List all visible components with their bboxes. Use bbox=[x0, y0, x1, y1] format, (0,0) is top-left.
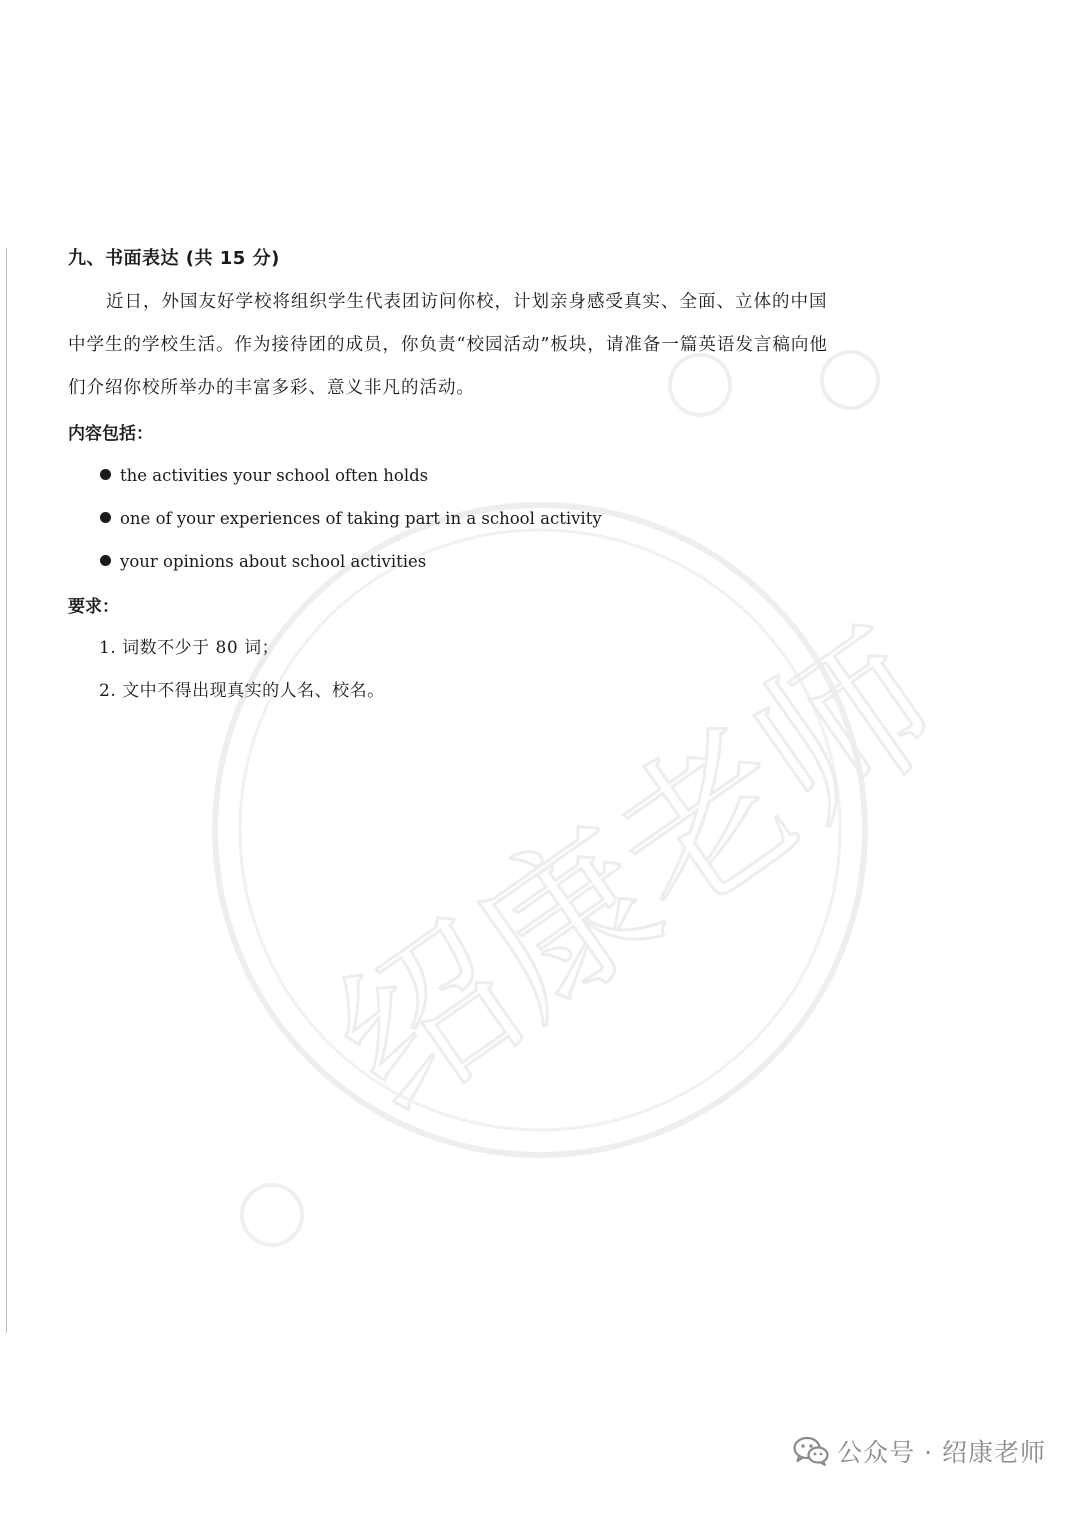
footer-attribution bbox=[793, 1426, 1046, 1476]
wechat-icon bbox=[793, 1435, 829, 1467]
requirement-item: 2. 文中不得出现真实的人名、校名。 bbox=[99, 681, 385, 701]
requirements-list bbox=[68, 627, 868, 713]
bullet-text: your opinions about school activities bbox=[120, 552, 427, 571]
bullet-dot-icon bbox=[100, 555, 111, 566]
bullet-text: one of your experiences of taking part in a school activity bbox=[120, 509, 602, 528]
requirements-heading: 要求： bbox=[68, 597, 119, 617]
task-paragraph: 近日，外国友好学校将组织学生代表团访问你校，计划亲身感受真实、全面、立体的中国中学生的学校生活。作为接待团的成员，你负责“校园活动”板块，请准备一篇英语发言稿向他们介绍你校所举办的丰富多彩、意义非凡的活动。 bbox=[68, 292, 828, 398]
requirement-item: 1. 词数不少于 80 词； bbox=[99, 638, 280, 658]
bullet-dot-icon bbox=[100, 512, 111, 523]
content-bullet bbox=[100, 454, 868, 497]
footer-text: 公众号 · 绍康老师 bbox=[837, 1438, 1046, 1467]
watermark-small-circle bbox=[242, 1185, 302, 1245]
section-title: 九、书面表达 (共 15 分) bbox=[68, 248, 280, 269]
content-bullet-list bbox=[68, 454, 868, 583]
content-bullet bbox=[100, 540, 868, 583]
bullet-dot-icon bbox=[100, 469, 111, 480]
content-heading: 内容包括： bbox=[68, 424, 153, 444]
writing-section bbox=[68, 244, 868, 713]
page-edge-rule bbox=[6, 248, 7, 1333]
bullet-text: the activities your school often holds bbox=[120, 466, 429, 485]
content-bullet bbox=[100, 497, 868, 540]
watermark-text: 绍康老师 bbox=[302, 597, 974, 1150]
